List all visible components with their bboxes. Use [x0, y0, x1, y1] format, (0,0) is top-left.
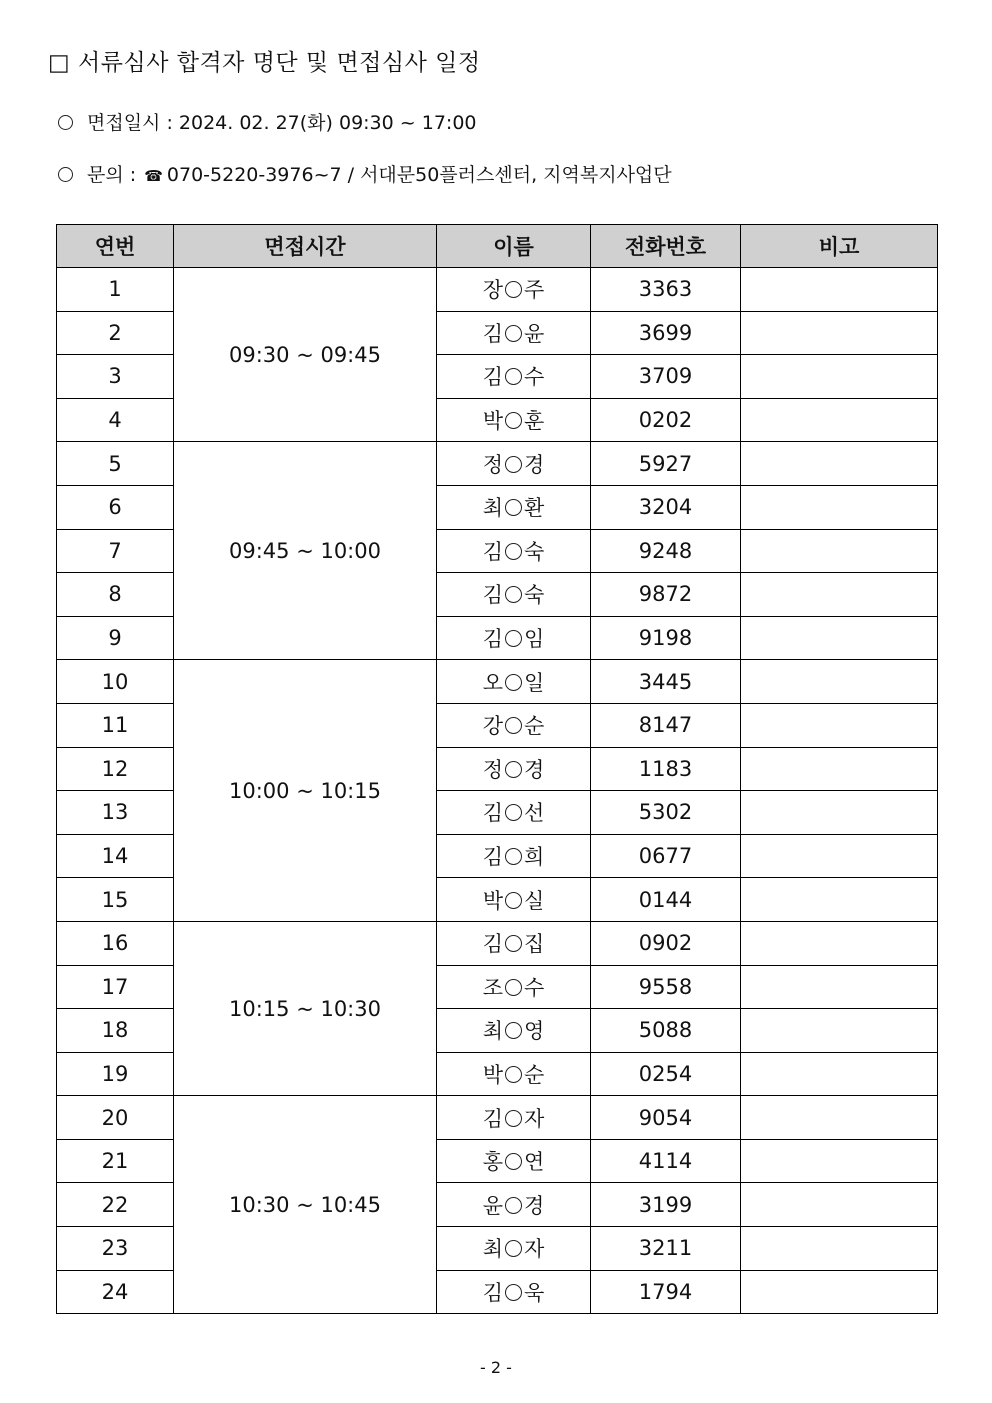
phone-last-digits: 8147 [591, 703, 741, 747]
masked-char-circle-icon [505, 281, 522, 298]
note-cell [741, 573, 938, 617]
name-given: 수 [524, 365, 545, 390]
phone-last-digits: 3699 [591, 311, 741, 355]
interview-date-line [58, 108, 477, 135]
candidate-name [437, 529, 591, 573]
phone-last-digits: 0902 [591, 921, 741, 965]
telephone-icon: ☎ [144, 167, 163, 185]
note-cell [741, 1052, 938, 1096]
row-number: 2 [57, 311, 174, 355]
phone-last-digits: 9198 [591, 616, 741, 660]
phone-last-digits: 1794 [591, 1270, 741, 1314]
note-cell [741, 485, 938, 529]
masked-char-circle-icon [505, 761, 522, 778]
name-given: 자 [524, 1237, 545, 1262]
note-cell [741, 311, 938, 355]
header-note: 비고 [741, 225, 938, 268]
phone-last-digits: 0202 [591, 398, 741, 442]
note-cell [741, 398, 938, 442]
masked-char-circle-icon [505, 935, 522, 952]
candidate-name [437, 1139, 591, 1183]
row-number: 6 [57, 485, 174, 529]
candidate-name [437, 791, 591, 835]
table-row [57, 660, 938, 704]
phone-last-digits: 0677 [591, 834, 741, 878]
row-number: 5 [57, 442, 174, 486]
phone-last-digits: 5088 [591, 1009, 741, 1053]
note-cell [741, 1096, 938, 1140]
row-number: 16 [57, 921, 174, 965]
phone-last-digits: 0144 [591, 878, 741, 922]
masked-char-circle-icon [505, 586, 522, 603]
candidate-name [437, 355, 591, 399]
masked-char-circle-icon [505, 1022, 522, 1039]
row-number: 3 [57, 355, 174, 399]
row-number: 9 [57, 616, 174, 660]
name-given: 일 [524, 670, 545, 695]
phone-last-digits: 9248 [591, 529, 741, 573]
candidate-name [437, 573, 591, 617]
note-cell [741, 268, 938, 312]
row-number: 14 [57, 834, 174, 878]
masked-char-circle-icon [505, 543, 522, 560]
name-given: 수 [524, 975, 545, 1000]
phone-last-digits: 3445 [591, 660, 741, 704]
note-cell [741, 878, 938, 922]
note-cell [741, 1139, 938, 1183]
name-surname: 장 [482, 278, 503, 303]
name-surname: 김 [482, 845, 503, 870]
name-given: 숙 [524, 539, 545, 564]
masked-char-circle-icon [505, 1066, 522, 1083]
masked-char-circle-icon [505, 848, 522, 865]
note-cell [741, 703, 938, 747]
name-given: 실 [524, 888, 545, 913]
note-cell [741, 965, 938, 1009]
phone-last-digits: 4114 [591, 1139, 741, 1183]
phone-last-digits: 0254 [591, 1052, 741, 1096]
masked-char-circle-icon [505, 979, 522, 996]
header-name: 이름 [437, 225, 591, 268]
row-number: 18 [57, 1009, 174, 1053]
candidate-name [437, 660, 591, 704]
name-given: 순 [524, 714, 545, 739]
masked-char-circle-icon [505, 1197, 522, 1214]
name-given: 영 [524, 1019, 545, 1044]
phone-last-digits: 3211 [591, 1227, 741, 1271]
note-cell [741, 1270, 938, 1314]
phone-last-digits: 3204 [591, 485, 741, 529]
name-surname: 박 [482, 888, 503, 913]
table-row [57, 442, 938, 486]
name-surname: 박 [482, 409, 503, 434]
candidate-name [437, 703, 591, 747]
name-given: 자 [524, 1106, 545, 1131]
phone-last-digits: 9054 [591, 1096, 741, 1140]
name-surname: 홍 [482, 1150, 503, 1175]
name-given: 연 [524, 1150, 545, 1175]
row-number: 15 [57, 878, 174, 922]
row-number: 17 [57, 965, 174, 1009]
masked-char-circle-icon [505, 456, 522, 473]
contact-details: 070-5220-3976~7 / 서대문50플러스센터, 지역복지사업단 [166, 164, 672, 186]
name-given: 윤 [524, 321, 545, 346]
name-surname: 김 [482, 539, 503, 564]
circle-bullet-icon [58, 115, 73, 130]
masked-char-circle-icon [505, 1240, 522, 1257]
candidate-name [437, 1096, 591, 1140]
note-cell [741, 1183, 938, 1227]
contact-line [58, 160, 672, 187]
row-number: 12 [57, 747, 174, 791]
candidate-name [437, 1052, 591, 1096]
candidate-name [437, 878, 591, 922]
masked-char-circle-icon [505, 717, 522, 734]
phone-last-digits: 3709 [591, 355, 741, 399]
row-number: 24 [57, 1270, 174, 1314]
note-cell [741, 660, 938, 704]
row-number: 11 [57, 703, 174, 747]
candidate-name [437, 1270, 591, 1314]
masked-char-circle-icon [505, 1284, 522, 1301]
row-number: 23 [57, 1227, 174, 1271]
note-cell [741, 747, 938, 791]
candidate-name [437, 398, 591, 442]
candidate-name [437, 485, 591, 529]
name-surname: 최 [482, 1237, 503, 1262]
row-number: 13 [57, 791, 174, 835]
document-title: □ 서류심사 합격자 명단 및 면접심사 일정 [48, 50, 481, 76]
note-cell [741, 1227, 938, 1271]
note-cell [741, 529, 938, 573]
phone-last-digits: 9872 [591, 573, 741, 617]
candidate-name [437, 965, 591, 1009]
candidate-name [437, 442, 591, 486]
phone-last-digits: 5927 [591, 442, 741, 486]
name-given: 욱 [524, 1280, 545, 1305]
row-number: 22 [57, 1183, 174, 1227]
name-surname: 김 [482, 365, 503, 390]
name-given: 순 [524, 1062, 545, 1087]
note-cell [741, 616, 938, 660]
candidate-name [437, 1183, 591, 1227]
name-surname: 정 [482, 757, 503, 782]
name-surname: 박 [482, 1062, 503, 1087]
masked-char-circle-icon [505, 804, 522, 821]
candidate-name [437, 268, 591, 312]
note-cell [741, 791, 938, 835]
interview-time-slot: 10:15 ~ 10:30 [174, 921, 437, 1095]
name-surname: 김 [482, 801, 503, 826]
candidate-name [437, 921, 591, 965]
note-cell [741, 1009, 938, 1053]
name-surname: 김 [482, 932, 503, 957]
name-surname: 김 [482, 321, 503, 346]
masked-char-circle-icon [505, 674, 522, 691]
candidate-name [437, 1227, 591, 1271]
name-given: 경 [524, 1193, 545, 1218]
note-cell [741, 442, 938, 486]
schedule-body [57, 268, 938, 1314]
masked-char-circle-icon [505, 1110, 522, 1127]
header-interview-time: 면접시간 [174, 225, 437, 268]
name-given: 선 [524, 801, 545, 826]
masked-char-circle-icon [505, 630, 522, 647]
table-row [57, 1096, 938, 1140]
name-surname: 최 [482, 496, 503, 521]
table-row [57, 921, 938, 965]
name-surname: 오 [482, 670, 503, 695]
schedule-table [56, 224, 938, 1314]
name-given: 임 [524, 627, 545, 652]
name-given: 숙 [524, 583, 545, 608]
interview-time-slot: 09:30 ~ 09:45 [174, 268, 437, 442]
circle-bullet-icon [58, 167, 73, 182]
name-surname: 김 [482, 627, 503, 652]
phone-last-digits: 5302 [591, 791, 741, 835]
row-number: 10 [57, 660, 174, 704]
candidate-name [437, 834, 591, 878]
interview-time-slot: 09:45 ~ 10:00 [174, 442, 437, 660]
name-surname: 김 [482, 583, 503, 608]
name-surname: 최 [482, 1019, 503, 1044]
name-surname: 김 [482, 1280, 503, 1305]
name-given: 희 [524, 845, 545, 870]
row-number: 4 [57, 398, 174, 442]
masked-char-circle-icon [505, 892, 522, 909]
name-surname: 강 [482, 714, 503, 739]
header-phone: 전화번호 [591, 225, 741, 268]
masked-char-circle-icon [505, 412, 522, 429]
candidate-name [437, 311, 591, 355]
note-cell [741, 834, 938, 878]
table-header-row [57, 225, 938, 268]
interview-time-slot: 10:00 ~ 10:15 [174, 660, 437, 922]
masked-char-circle-icon [505, 1153, 522, 1170]
phone-last-digits: 9558 [591, 965, 741, 1009]
name-given: 주 [524, 278, 545, 303]
row-number: 19 [57, 1052, 174, 1096]
phone-last-digits: 3199 [591, 1183, 741, 1227]
masked-char-circle-icon [505, 368, 522, 385]
name-surname: 조 [482, 975, 503, 1000]
name-given: 집 [524, 932, 545, 957]
header-no: 연번 [57, 225, 174, 268]
name-given: 경 [524, 452, 545, 477]
phone-last-digits: 1183 [591, 747, 741, 791]
name-given: 환 [524, 496, 545, 521]
table-row [57, 268, 938, 312]
name-surname: 윤 [482, 1193, 503, 1218]
candidate-name [437, 1009, 591, 1053]
note-cell [741, 355, 938, 399]
name-given: 훈 [524, 409, 545, 434]
masked-char-circle-icon [505, 499, 522, 516]
candidate-name [437, 747, 591, 791]
name-surname: 정 [482, 452, 503, 477]
row-number: 21 [57, 1139, 174, 1183]
masked-char-circle-icon [505, 325, 522, 342]
name-given: 경 [524, 757, 545, 782]
row-number: 7 [57, 529, 174, 573]
candidate-name [437, 616, 591, 660]
interview-date-text: 면접일시 : 2024. 02. 27(화) 09:30 ~ 17:00 [87, 112, 477, 134]
phone-last-digits: 3363 [591, 268, 741, 312]
page-number: - 2 - [480, 1358, 512, 1377]
name-surname: 김 [482, 1106, 503, 1131]
row-number: 20 [57, 1096, 174, 1140]
note-cell [741, 921, 938, 965]
row-number: 1 [57, 268, 174, 312]
interview-time-slot: 10:30 ~ 10:45 [174, 1096, 437, 1314]
row-number: 8 [57, 573, 174, 617]
contact-prefix: 문의 : [87, 164, 137, 186]
